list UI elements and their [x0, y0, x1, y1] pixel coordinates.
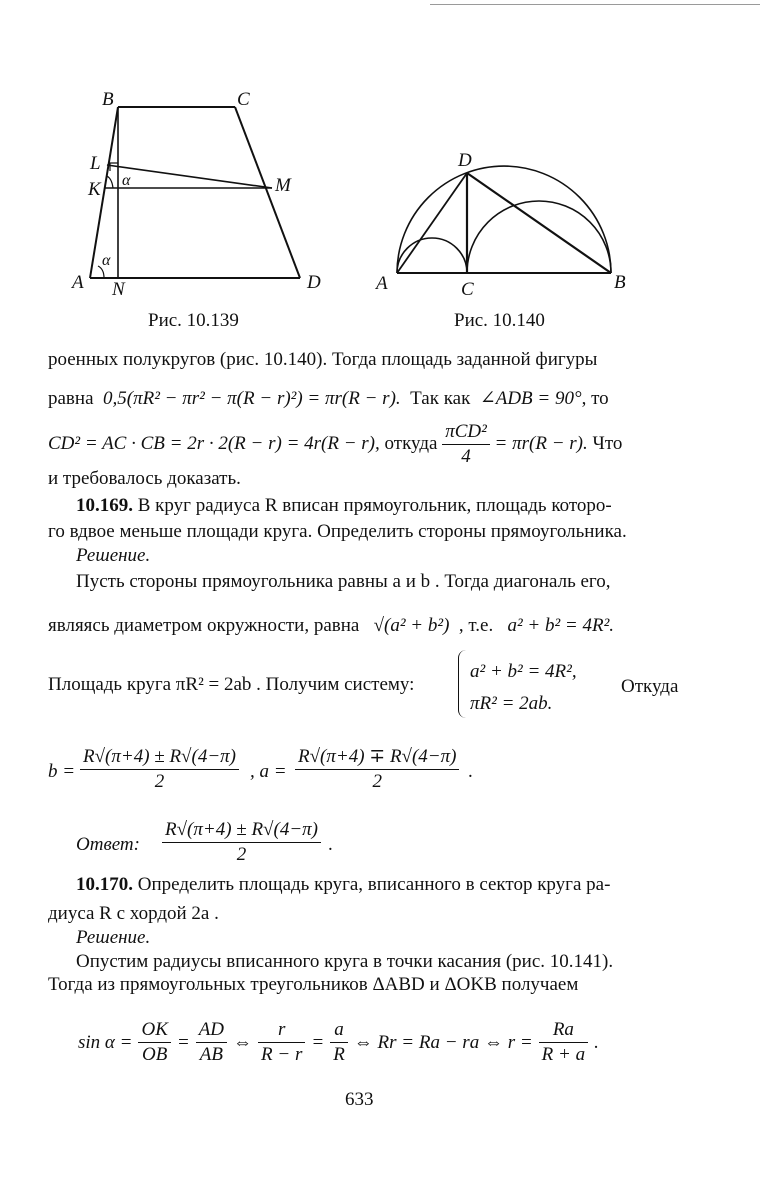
answer-fraction: $\frac{R√(\pi+4) \pm R√(4-\pi)}{2}$ [162, 818, 321, 867]
figure-10-139 [60, 85, 340, 300]
answer-label: Ответ: [76, 834, 140, 855]
problem-170-line-2: диуса R с хордой 2a . [48, 903, 219, 924]
final-dot: . [594, 1031, 599, 1053]
frac-ad-ab: $\frac{AD}{AB}$ [196, 1018, 227, 1067]
fig140-medium-semicircle [467, 201, 611, 273]
fig140-large-semicircle [397, 166, 611, 273]
fig139-label-l: L [90, 153, 101, 174]
fig140-label-b: B [614, 272, 626, 293]
frac-ok-ob: $\frac{OK}{OB}$ [138, 1018, 170, 1067]
problem-170-text-1: Определить площадь круга, вписанного в сектор круга ра- [137, 874, 611, 895]
word-diameter: являясь диаметром окружности, равна [48, 615, 360, 636]
fig139-label-b: B [102, 89, 114, 110]
fig140-label-c: C [461, 279, 474, 300]
text-line-1: роенных полукругов (рис. 10.140). Тогда площадь заданной фигуры [48, 349, 598, 370]
fig139-label-alpha-k: α [122, 172, 131, 189]
word-tak-kak: Так как [410, 388, 471, 409]
text-line-4: и требовалось доказать. [48, 468, 241, 489]
fig139-label-k: K [88, 179, 101, 200]
problem-169-line-5: Площадь круга πR² = 2ab . Получим систему: [48, 674, 415, 695]
fraction-picd2: $\frac{\text{πCD²}}{4}$ [442, 420, 490, 469]
eq-sign-2: = [311, 1031, 325, 1053]
caption-fig-10-139: Рис. 10.139 [148, 310, 239, 331]
iff-sign: ⇔ [233, 1031, 253, 1053]
problem-169-line-2: го вдвое меньше площади круга. Определить стороны прямоугольника. [48, 521, 627, 542]
fig139-label-a: A [72, 272, 84, 293]
answer-dot: . [328, 834, 333, 855]
fig140-chord-db [467, 173, 611, 273]
fig140-small-semicircle [397, 238, 467, 273]
frac-ra-rplusa: $\frac{Ra}{R + a}$ [539, 1018, 588, 1067]
formula-pythag: a² + b² = 4R². [507, 615, 615, 636]
fig139-label-alpha-a: α [102, 252, 111, 269]
page-number: 633 [345, 1089, 374, 1110]
figure-10-140 [370, 142, 640, 302]
word-ravna: равна [48, 388, 94, 409]
formula-a-fraction: $\frac{R√(\pi+4) \mp R√(4-\pi)}{2}$ [295, 745, 459, 794]
formula-area: 0,5(πR² − πr² − π(R − r)²) = πr(R − r). [103, 388, 401, 409]
solution-label-1: Решение. [76, 545, 151, 566]
problem-169-text-1: В круг радиуса R вписан прямоугольник, площадь которо- [137, 495, 612, 516]
formula-a-label: , a = [250, 761, 287, 782]
word-otkuda: откуда [384, 432, 438, 454]
system-brace [458, 650, 469, 718]
problem-169-line-4 [48, 614, 614, 638]
problem-170-line-4: Тогда из прямоугольных треугольников ΔABD и ΔOKB получаем [48, 974, 579, 995]
frac-a-r: $\frac{a}{R}$ [330, 1018, 348, 1067]
caption-fig-10-140: Рис. 10.140 [454, 310, 545, 331]
problem-169-line-3: Пусть стороны прямоугольника равны a и b . Тогда диагональ его, [76, 571, 611, 592]
system-eq-1: a² + b² = 4R², [470, 661, 577, 682]
solution-label-2: Решение. [76, 927, 151, 948]
problem-170-line-1 [76, 873, 610, 897]
text-line-3 [48, 420, 622, 469]
formula-sin-chain [78, 1018, 599, 1067]
word-chto: Что [592, 432, 623, 454]
system-eq-2: πR² = 2ab. [470, 693, 553, 714]
fig140-label-a: A [376, 273, 388, 294]
problem-169-line-1 [76, 494, 612, 518]
word-to: , то [581, 388, 609, 409]
top-rule [430, 4, 760, 5]
frac-r-rminus: $\frac{r}{R - r}$ [258, 1018, 305, 1067]
fig139-label-c: C [237, 89, 250, 110]
formula-diagonal: √(a² + b²) [373, 615, 450, 636]
fig140-chord-ad [397, 173, 467, 273]
fig139-label-n: N [112, 279, 125, 300]
problem-170-line-3: Опустим радиусы вписанного круга в точки касания (рис. 10.141). [76, 951, 614, 972]
formula-a-dot: . [468, 761, 473, 782]
problem-170-number: 10.170. [76, 874, 133, 895]
formula-b-fraction: $\frac{R√(\pi+4) \pm R√(4-\pi)}{2}$ [80, 745, 239, 794]
fig139-label-m: M [275, 175, 291, 196]
formula-angle: ∠ADB = 90° [479, 388, 582, 409]
formula-mid: ⇔ Rr = Ra − ra ⇔ r = [353, 1031, 533, 1053]
problem-169-number: 10.169. [76, 495, 133, 516]
fig139-angle-arc-k [107, 176, 113, 188]
eq-sign: = [176, 1031, 190, 1053]
formula-b-label: b = [48, 761, 76, 782]
fig139-segment-lm [107, 165, 272, 188]
sin-label: sin α = [78, 1031, 133, 1053]
fig139-label-d: D [307, 272, 321, 293]
fig140-label-d: D [458, 150, 472, 171]
text-line-2 [48, 387, 609, 411]
formula-cd2: CD² = AC · CB = 2r · 2(R − r) = 4r(R − r), [48, 432, 380, 454]
word-te: , т.е. [458, 615, 494, 636]
word-otkuda-2: Откуда [621, 676, 679, 697]
formula-result: = πr(R − r). [494, 432, 588, 454]
